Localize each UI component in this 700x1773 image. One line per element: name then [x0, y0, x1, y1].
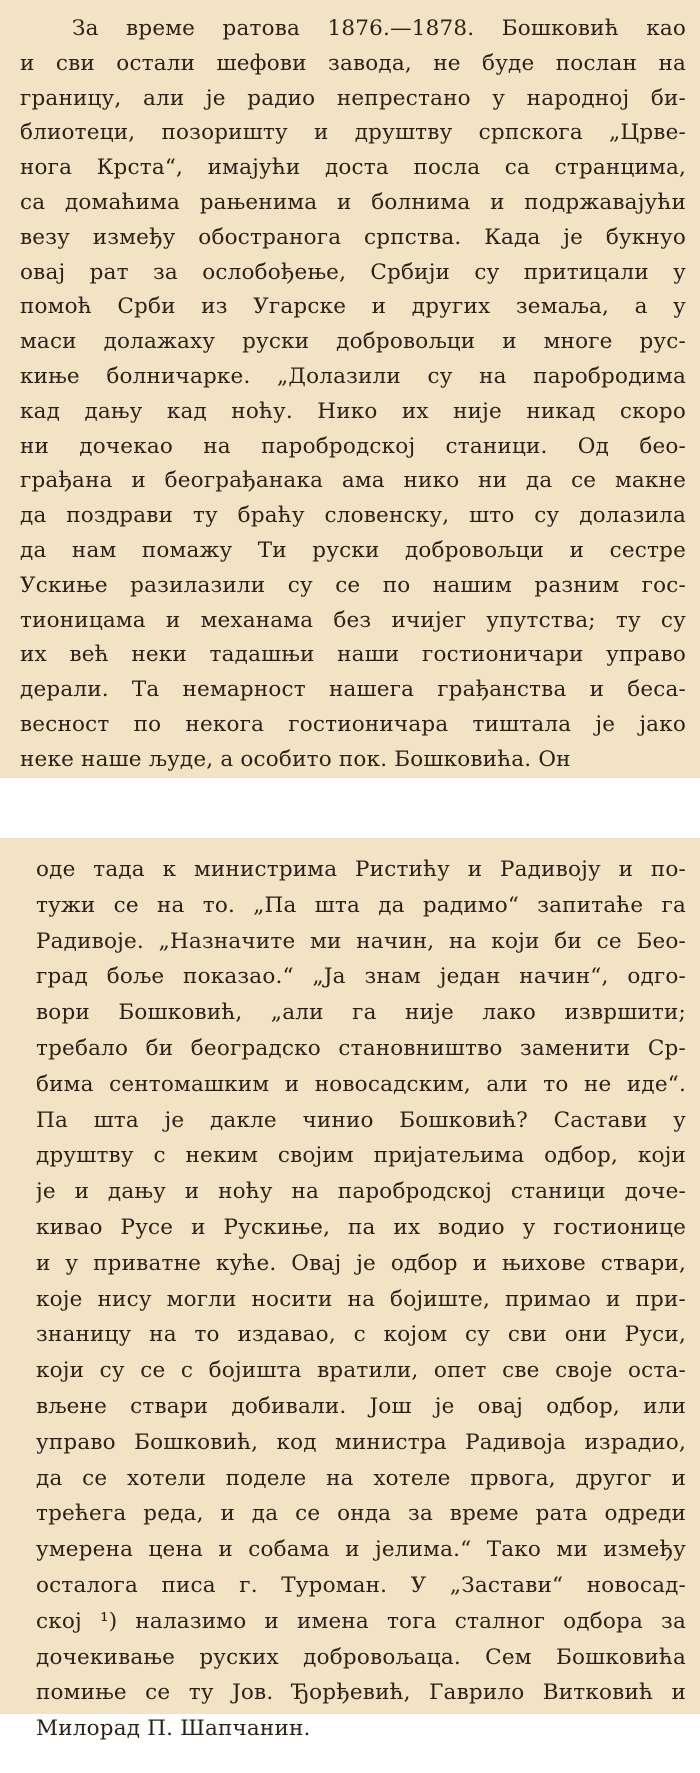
text-line: Радивоје. „Назначите ми начин, на који би се Бео-	[36, 928, 686, 954]
text-line: киње болничарке. „Долазили су на паробродима	[20, 363, 686, 389]
text-line: које нису могли носити на бојиште, примао и при-	[36, 1286, 686, 1312]
text-line: је и дању и ноћу на паробродској станици доче-	[36, 1179, 686, 1205]
text-line: тионицама и механама без ичијег упутства; ту су	[20, 607, 686, 633]
text-line: да нам помажу Ти руски добровољци и сестре	[20, 537, 686, 563]
newspaper-clipping-1	[0, 0, 700, 778]
text-line: помоћ Срби из Угарске и других земаља, а у	[20, 294, 686, 320]
text-line: осталога писа г. Туроман. У „Застави“ новосад-	[36, 1572, 686, 1598]
text-line: неке наше људе, а особито пок. Бошковића. Он	[20, 746, 571, 772]
text-line: маси долажаху руски добровољци и многе рус-	[20, 329, 686, 355]
text-line: који су се с бојишта вратили, опет све своје оста-	[36, 1358, 686, 1384]
text-line: везу између обостранога српства. Када је букнуо	[20, 224, 686, 250]
text-line: вљене ствари добивали. Још је овај одбор, или	[36, 1393, 686, 1419]
text-line: их већ неки тадашњи наши гостионичари управо	[20, 642, 686, 668]
text-line: тужи се на то. „Па шта да радимо“ запитаће га	[36, 892, 686, 918]
text-line: знаницу на то издавао, с којом су сви они Руси,	[36, 1322, 686, 1348]
text-line: дочекивање руских добровољаца. Сем Бошковића	[36, 1644, 686, 1670]
text-line: вори Бошковић, „али га није лако извршити;	[36, 1000, 686, 1026]
text-line: овај рат за ослобођење, Србији су притицали у	[20, 259, 686, 285]
text-line: Милорад П. Шапчанин.	[36, 1716, 311, 1742]
text-line: ској ¹) налазимо и имена тога сталног одбора за	[36, 1608, 686, 1634]
text-line: кад дању кад ноћу. Нико их није никад скоро	[20, 398, 686, 424]
text-line: границу, али је радио непрестано у народној би-	[20, 85, 686, 111]
text-line: требало би београдско становништво заменити Ср-	[36, 1035, 686, 1061]
text-line: дерали. Та немарност нашега грађанства и беса-	[20, 677, 686, 703]
text-line: грађана и београђанака ама нико ни да се макне	[20, 468, 686, 494]
text-line: весност по некога гостионичара тиштала је јако	[20, 711, 686, 737]
text-line: град боље показао.“ „Ја знам један начин“, одго-	[36, 964, 686, 990]
text-line: оде тада к министрима Ристићу и Радивоју и по-	[36, 857, 686, 882]
text-line: друштву с неким својим пријатељима одбор, који	[36, 1143, 686, 1169]
text-line: умерена цена и собама и јелима.“ Тако ми између	[36, 1537, 686, 1563]
text-line: да се хотели поделе на хотеле првога, другог и	[36, 1465, 686, 1491]
text-line: да поздрави ту браћу словенску, што су долазила	[20, 503, 686, 529]
text-line: бима сентомашким и новосадским, али то не иде“.	[36, 1071, 686, 1097]
text-line: и у приватне куће. Овај је одбор и њихове ствари,	[36, 1250, 686, 1276]
text-line: нога Крста“, имајући доста посла са странцима,	[20, 155, 686, 181]
text-line: За време ратова 1876.—1878. Бошковић као	[72, 16, 686, 41]
text-line: Па шта је дакле чинио Бошковић? Састави у	[36, 1107, 686, 1133]
text-line: кивао Русе и Рускиње, па их водио у гостионице	[36, 1214, 686, 1240]
newspaper-clipping-2	[0, 838, 700, 1742]
text-line: ни дочекао на паробродској станици. Од бео-	[20, 433, 686, 459]
text-line: блиотеци, позоришту и друштву српскога „Црве-	[20, 120, 686, 146]
text-line: са домаћима рањенима и болнима и подржавајући	[20, 189, 686, 215]
text-line: Ускиње разилазили су се по нашим разним гос-	[20, 572, 686, 598]
text-line: помиње се ту Јов. Ђорђевић, Гаврило Витковић и	[36, 1680, 686, 1706]
text-line: управо Бошковић, код министра Радивоја израдио,	[36, 1429, 686, 1455]
text-line: и сви остали шефови завода, не буде послан на	[20, 50, 686, 76]
text-line: трећега реда, и да се онда за време рата одреди	[36, 1501, 686, 1527]
